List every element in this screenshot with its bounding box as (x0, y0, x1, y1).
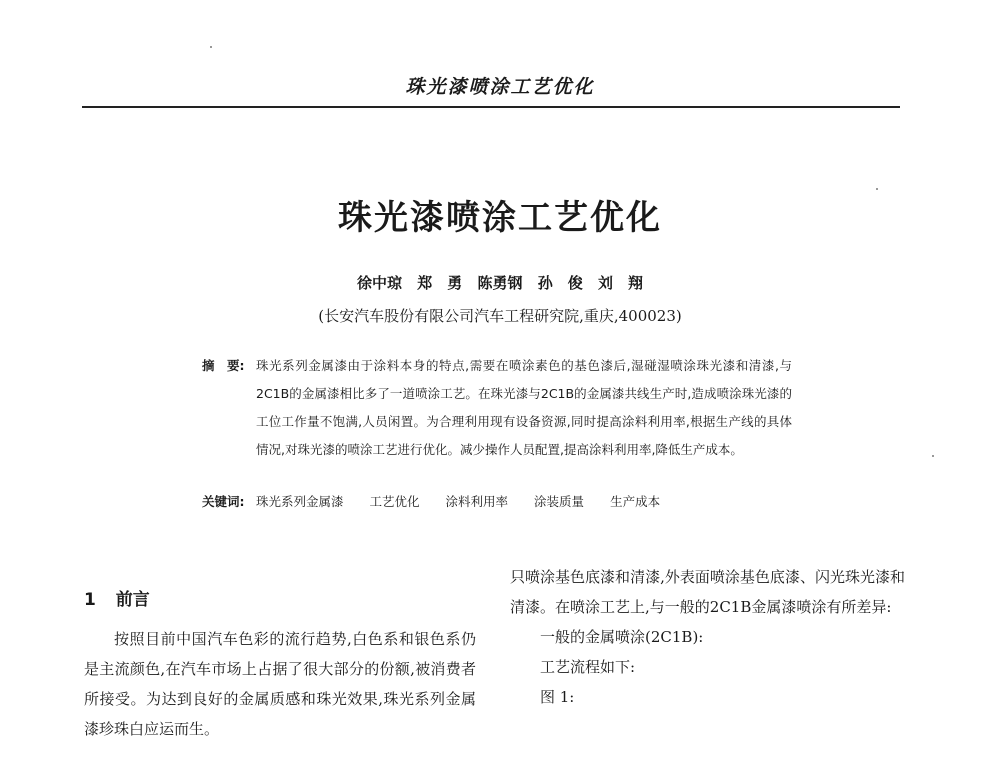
body-paragraph: 只喷涂基色底漆和清漆,外表面喷涂基色底漆、闪光珠光漆和清漆。在喷涂工艺上,与一般的2C1B金属漆喷涂有所差异: (510, 568, 905, 616)
keyword: 工艺优化 (369, 494, 420, 509)
author: 郑 勇 (417, 274, 463, 292)
keyword: 涂装质量 (534, 494, 585, 509)
scan-speck (876, 188, 878, 190)
affiliation: (长安汽车股份有限公司汽车工程研究院,重庆,400023) (318, 307, 682, 325)
author: 徐中琼 (356, 274, 402, 292)
section-number: 1 (84, 590, 96, 610)
author: 孙 俊 (537, 274, 583, 292)
header-rule (82, 106, 900, 108)
author-list (0, 272, 1000, 293)
abstract (202, 352, 792, 464)
author: 刘 翔 (597, 274, 643, 292)
body-line: 工艺流程如下: (540, 658, 636, 676)
keyword: 生产成本 (610, 494, 661, 509)
body-line: 一般的金属喷涂(2C1B): (540, 628, 704, 646)
right-column (510, 562, 905, 712)
keywords-label: 关键词: (202, 494, 245, 509)
figure-caption: 图 1: (540, 688, 575, 706)
author: 陈勇钢 (477, 274, 523, 292)
keyword: 珠光系列金属漆 (256, 494, 344, 509)
abstract-text: 珠光系列金属漆由于涂料本身的特点,需要在喷涂素色的基色漆后,湿碰湿喷涂珠光漆和清漆,与2C1B的金属漆相比多了一道喷涂工艺。在珠光漆与2C1B的金属漆共线生产时,造成喷涂珠光漆的工位工作量不饱满,人员闲置。为合理利用现有设备资源,同时提高涂料利用率,根据生产线的具体情况,对珠光漆的喷涂工艺进行优化。减少操作人员配置,提高涂料利用率,降低生产成本。 (256, 358, 792, 457)
left-column (84, 585, 476, 744)
abstract-label: 摘 要: (202, 358, 245, 373)
section-heading (84, 585, 476, 610)
section-title: 前言 (115, 590, 150, 610)
scan-speck (210, 46, 212, 48)
article-title: 珠光漆喷涂工艺优化 (338, 198, 662, 238)
keywords (202, 492, 792, 510)
running-header: 珠光漆喷涂工艺优化 (405, 76, 595, 98)
body-paragraph: 按照目前中国汽车色彩的流行趋势,白色系和银色系仍是主流颜色,在汽车市场上占据了很大部分的份额,被消费者所接受。为达到良好的金属质感和珠光效果,珠光系列金属漆珍珠白应运而生。 (84, 630, 476, 738)
keyword: 涂料利用率 (445, 494, 509, 509)
scan-speck (932, 455, 934, 457)
